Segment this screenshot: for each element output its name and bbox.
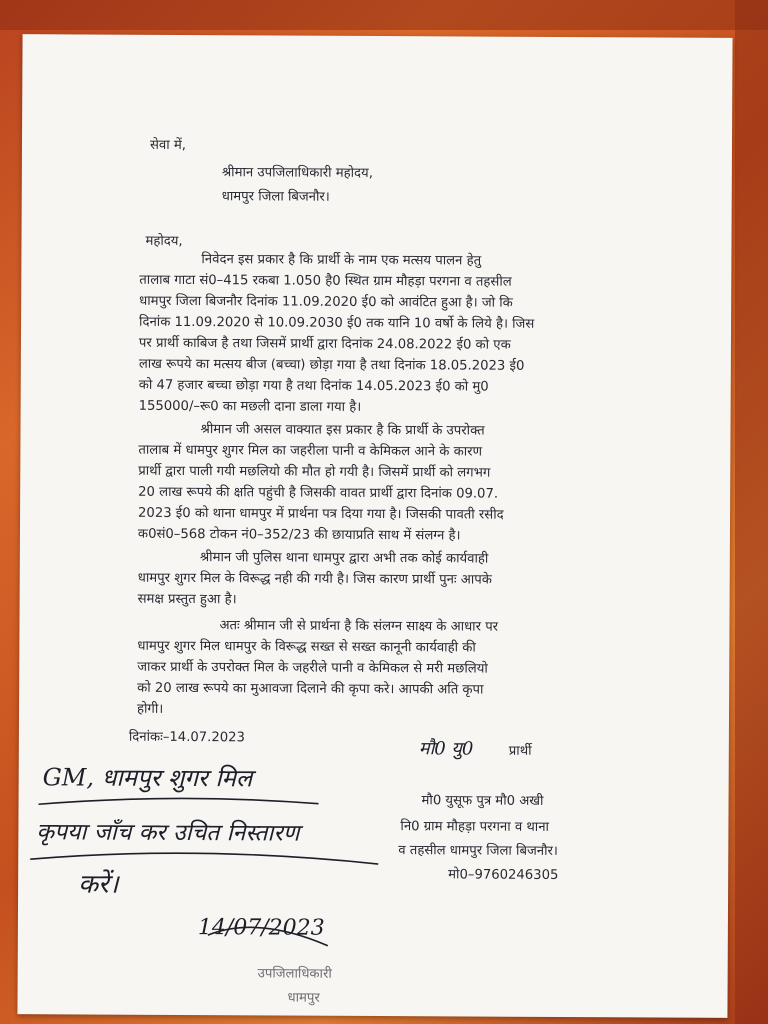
body-line: क0सं0–568 टोकन नं0–352/23 की छायाप्रति साथ में संलग्न है। [137,526,461,544]
body-line: धामपुर जिला बिजनौर दिनांक 11.09.2020 ई0 को आवंटित हुआ है। जो कि [139,293,513,311]
letter-date: दिनांकः–14.07.2023 [128,729,245,746]
body-line: होगी। [136,701,164,717]
body-line: तालाब में धामपुर शुगर मिल का जहरीला पानी व केमिकल आने के कारण [138,442,483,460]
handwritten-note-line1: GM, धामपुर शुगर मिल [42,763,253,793]
stamp-line2: धामपुर [287,990,320,1006]
handwritten-note-line2: कृपया जाँच कर उचित निस्तारण [36,819,300,847]
applicant-name: मौ0 युसूफ पुत्र मौ0 अखी [421,793,544,809]
body-line: दिनांक 11.09.2020 से 10.09.2030 ई0 तक यानि 10 वर्षो के लिये है। जिस [139,314,535,332]
applicant-address2: व तहसील धामपुर जिला बिजनौर। [398,843,558,859]
body-line: को 47 हजार बच्चा छोड़ा गया है तथा दिनांक 14.05.2023 ई0 को मु0 [138,377,489,395]
greeting: महोदय, [145,233,183,249]
body-line: जाकर प्रार्थी के उपरोक्त मिल के जहरीले पानी व केमिकल से मरी मछलियो [137,659,488,677]
applicant-mobile: मो0–9760246305 [448,867,559,883]
body-line: निवेदन इस प्रकार है कि प्रार्थी के नाम एक मत्सय पालन हेतु [201,252,482,269]
body-line: प्रार्थी द्वारा पाली गयी मछलियो की मौत हो गयी है। जिसमें प्रार्थी को लगभग [138,463,491,481]
applicant-signature: मौ0 यु0 [418,738,474,760]
handwritten-note-line3: करें। [78,869,119,900]
body-line: पर प्रार्थी काबिज है तथा जिसमें प्रार्थी द्वारा दिनांक 24.08.2022 ई0 को एक [138,335,511,353]
salutation-to: सेवा में, [149,137,186,154]
body-line: समक्ष प्रस्तुत हुआ है। [137,591,237,608]
applicant-address1: नि0 ग्राम मौहड़ा परगना व थाना [400,819,550,835]
body-line: 2023 ई0 को थाना धामपुर में प्रार्थना पत्र दिया गया है। जिसकी पावती रसीद [138,505,504,523]
letter-page [17,34,732,1018]
handwritten-date: 14/07/2023 [197,915,325,941]
background-stripe [0,0,768,30]
body-line: लाख रूपये का मत्सय बीज (बच्चा) छोड़ा गया है तथा दिनांक 18.05.2023 ई0 [138,356,525,374]
background-stripe [735,0,768,1024]
body-line: 155000/–रू0 का मछली दाना डाला गया है। [138,398,362,415]
body-line: तालाब गाटा सं0–415 रकबा 1.050 है0 स्थित ग्राम मौहड़ा परगना व तहसील [139,272,512,290]
body-line: श्रीमान जी पुलिस थाना धामपुर द्वारा अभी तक कोई कार्यवाही [199,550,489,567]
recipient-line2: धामपुर जिला बिजनौर। [221,189,330,205]
body-line: धामपुर शुगर मिल के विरूद्ध नही की गयी है। जिस कारण प्रार्थी पुनः आपके [137,570,492,588]
body-line: अतः श्रीमान जी से प्रार्थना है कि संलग्न साक्ष्य के आधार पर [219,618,499,635]
handwritten-underline [18,774,729,978]
stamp-line1: उपजिलाधिकारी [257,966,332,982]
applicant-label: प्रार्थी [508,743,532,759]
body-line: श्रीमान जी असल वाक्यात इस प्रकार है कि प्रार्थी के उपरोक्त [200,422,485,439]
body-line: धामपुर शुगर मिल धामपुर के विरूद्ध सख्त से सख्त कानूनी कार्यवाही की [137,638,476,656]
recipient-line1: श्रीमान उपजिलाधिकारी महोदय, [221,165,373,181]
body-line: को 20 लाख रूपये का मुआवजा दिलाने की कृपा करे। आपकी अति कृपा [137,680,484,698]
body-line: 20 लाख रूपये की क्षति पहुंची है जिसकी वावत प्रार्थी द्वारा दिनांक 09.07. [138,484,499,502]
